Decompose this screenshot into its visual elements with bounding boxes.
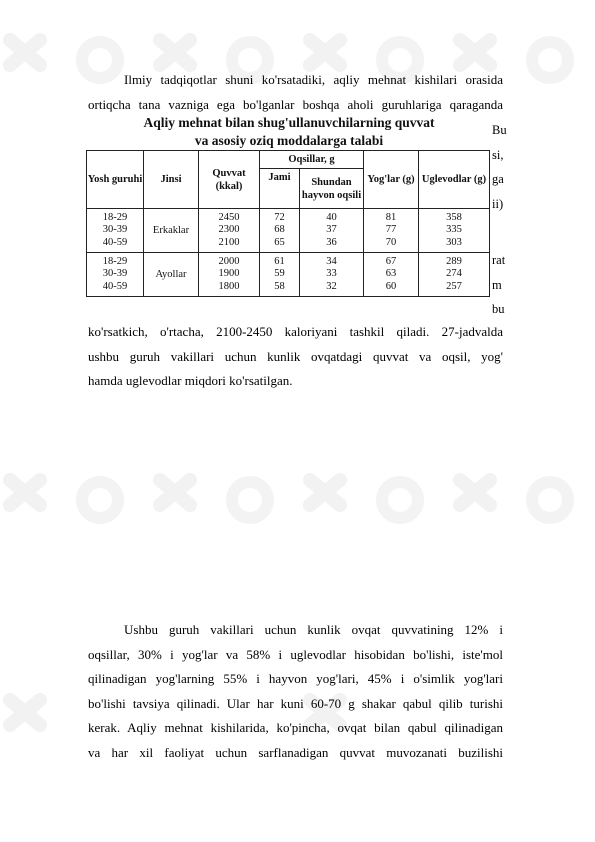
paragraph-intro-end	[88, 320, 503, 394]
header-fat: Yog'lar (g)	[364, 151, 419, 209]
intro-end-line-3: hamda uglevodlar miqdori ko'rsatilgan.	[88, 373, 293, 388]
table-title-line-1: Aqliy mehnat bilan shug'ullanuvchilarning quvvat	[143, 115, 435, 130]
rec-line-6: va har xil faoliyat uchun sarflanadigan quvvat muvozanati buzilishi	[88, 744, 503, 760]
rec-line-1: Ushbu guruh vakillari uchun kunlik ovqat quvvatining 12% i	[124, 622, 503, 637]
cell-energy-women: 2000 1900 1800	[199, 253, 260, 297]
cell-energy-men: 2450 2300 2100	[199, 209, 260, 253]
cell-protein-animal-men: 40 37 36	[300, 209, 364, 253]
header-sex: Jinsi	[144, 151, 199, 209]
cell-protein-animal-women: 34 33 32	[300, 253, 364, 297]
rec-line-2: oqsillar, 30% i yog'lar va 58% i uglevodlar hisobidan bo'lishi, iste'mol	[88, 646, 503, 662]
rec-line-4: bo'lishi tavsiya qilinadi. Ular har kuni 60-70 g shakar qabul qilib turishi	[88, 695, 503, 711]
header-carbs: Uglevodlar (g)	[419, 151, 490, 209]
nutrition-table	[86, 150, 490, 297]
cell-protein-total-men: 72 68 65	[260, 209, 300, 253]
fragment-5: rat	[492, 253, 506, 267]
cell-sex-women: Ayollar	[144, 253, 199, 297]
cell-fat-men: 81 77 70	[364, 209, 419, 253]
rec-line-3: qilinadigan yog'larning 55% i hayvon yog'lari, 45% i o'simlik yog'lari	[88, 671, 503, 686]
cell-age-women: 18-29 30-39 40-59	[87, 253, 144, 297]
fragment-2: si,	[492, 148, 504, 162]
cell-carbs-women: 289 274 257	[419, 253, 490, 297]
table-row-women	[87, 253, 490, 297]
header-protein-animal: Shundan hayvon oqsili	[300, 169, 364, 209]
fragment-7: bu	[492, 302, 505, 316]
header-energy: Quvvat (kkal)	[199, 151, 260, 209]
header-protein-total: Jami	[260, 169, 300, 209]
rec-line-5: kerak. Aqliy mehnat kishilarida, ko'pincha, ovqat bilan qabul qilinadigan	[88, 720, 503, 735]
cell-sex-men: Erkaklar	[144, 209, 199, 253]
cell-carbs-men: 358 335 303	[419, 209, 490, 253]
cell-age-men: 18-29 30-39 40-59	[87, 209, 144, 253]
table-title-line-2: va asosiy oziq moddalarga talabi	[194, 133, 384, 148]
paragraph-recommendations	[88, 618, 503, 765]
fragment-4: ii)	[492, 197, 504, 211]
fragment-1: Bu	[492, 123, 507, 137]
intro-line-2: ortiqcha tana vazniga ega bo'lganlar boshqa aholi guruhlariga qaraganda	[88, 96, 503, 112]
intro-end-line-1: ko'rsatkich, o'rtacha, 2100-2450 kaloriyani tashkil qiladi. 27-jadvalda	[88, 324, 503, 339]
table-row-men	[87, 209, 490, 253]
intro-line-1: Ilmiy tadqiqotlar shuni ko'rsatadiki, aqliy mehnat kishilari orasida	[124, 72, 503, 87]
header-protein-group: Oqsillar, g	[260, 151, 364, 169]
nutrition-table-figure	[86, 112, 492, 312]
paragraph-intro	[88, 68, 503, 117]
intro-end-line-2: ushbu guruh vakillari uchun kunlik ovqatdagi quvvat va oqsil, yog'	[88, 348, 503, 364]
fragment-6: m	[492, 278, 502, 292]
cell-protein-total-women: 61 59 58	[260, 253, 300, 297]
cell-fat-women: 67 63 60	[364, 253, 419, 297]
header-age: Yosh guruhi	[87, 151, 144, 209]
fragment-3: ga	[492, 172, 504, 186]
